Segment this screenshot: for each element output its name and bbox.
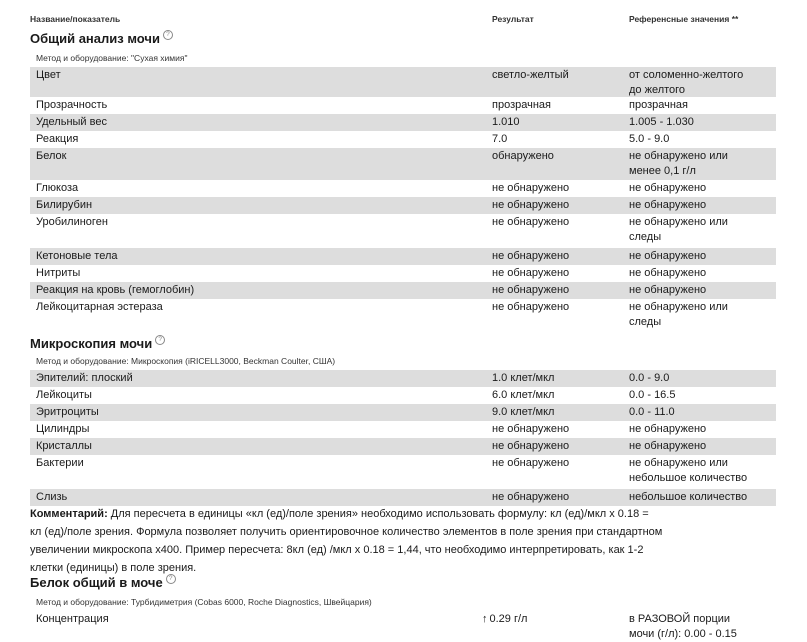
- comment-line: клетки (единицы) в поле зрения.: [30, 562, 197, 574]
- table-row: [30, 131, 776, 148]
- row-reference: не обнаружено или небольшое количество: [629, 457, 748, 484]
- row-result: не обнаружено: [492, 216, 570, 228]
- section-title-microscopy: Микроскопия мочи ?: [30, 336, 165, 351]
- row-name: Реакция на кровь (гемоглобин): [36, 284, 195, 296]
- header-reference: Референсные значения **: [629, 14, 739, 24]
- info-circle-icon[interactable]: ?: [163, 30, 173, 40]
- row-result: 1.010: [492, 116, 520, 128]
- row-name: Цвет: [36, 69, 61, 81]
- section-title-urine-general: Общий анализ мочи ?: [30, 31, 173, 46]
- row-reference: 1.005 - 1.030: [629, 116, 694, 128]
- section-method-urine-general: Метод и оборудование: "Сухая химия": [36, 53, 188, 63]
- row-name: Удельный вес: [36, 116, 107, 128]
- table-row: [30, 67, 776, 97]
- header-name: Название/показатель: [30, 14, 121, 24]
- table-row: [30, 97, 776, 114]
- row-reference: не обнаружено: [629, 423, 707, 435]
- table-row: [30, 611, 776, 640]
- comment-line: кл (ед)/поле зрения. Формула позволяет получить ориентировочное количество элементов в поле зрения при стандартном: [30, 526, 663, 538]
- table-row: [30, 438, 776, 455]
- section-method-protein: Метод и оборудование: Турбидиметрия (Cobas 6000, Roche Diagnostics, Швейцария): [36, 597, 372, 607]
- column-header: [0, 14, 807, 28]
- row-result: не обнаружено: [492, 284, 570, 296]
- info-circle-icon[interactable]: ?: [155, 335, 165, 345]
- row-name: Билирубин: [36, 199, 93, 211]
- row-reference: не обнаружено: [629, 199, 707, 211]
- row-reference: не обнаружено: [629, 440, 707, 452]
- row-name: Уробилиноген: [36, 216, 108, 228]
- row-result: не обнаружено: [492, 250, 570, 262]
- table-row: [30, 421, 776, 438]
- row-reference: не обнаружено: [629, 250, 707, 262]
- row-name: Бактерии: [36, 457, 84, 469]
- row-name: Эпителий: плоский: [36, 372, 133, 384]
- row-result: ↑ 0.29 г/л: [482, 613, 528, 625]
- row-result: не обнаружено: [492, 440, 570, 452]
- row-result: не обнаружено: [492, 301, 570, 313]
- row-reference: не обнаружено или менее 0,1 г/л: [629, 150, 728, 177]
- row-reference: не обнаружено: [629, 267, 707, 279]
- row-result: прозрачная: [492, 99, 551, 111]
- table-row: [30, 387, 776, 404]
- row-reference: в РАЗОВОЙ порции мочи (г/л): 0.00 - 0.15: [629, 613, 737, 640]
- row-reference: 5.0 - 9.0: [629, 133, 670, 145]
- arrow-up-icon: ↑: [482, 613, 488, 625]
- row-name: Лейкоцитарная эстераза: [36, 301, 163, 313]
- row-name: Реакция: [36, 133, 79, 145]
- row-result: не обнаружено: [492, 491, 570, 503]
- table-row: [30, 489, 776, 506]
- table-row: [30, 214, 776, 248]
- row-name: Белок: [36, 150, 67, 162]
- row-result: 1.0 клет/мкл: [492, 372, 555, 384]
- row-reference: прозрачная: [629, 99, 688, 111]
- row-reference: не обнаружено или следы: [629, 216, 728, 243]
- comment-block: [30, 505, 770, 577]
- comment-line: увеличении микроскопа x400. Пример пересчета: 8кл (ед) /мкл x 0.18 = 1,44, что необходимо интерпретировать, как 1-2: [30, 544, 644, 556]
- row-name: Лейкоциты: [36, 389, 92, 401]
- row-name: Нитриты: [36, 267, 81, 279]
- row-result: не обнаружено: [492, 199, 570, 211]
- row-result: не обнаружено: [492, 457, 570, 469]
- row-result: не обнаружено: [492, 423, 570, 435]
- row-result: 7.0: [492, 133, 508, 145]
- row-name: Глюкоза: [36, 182, 79, 194]
- row-name: Цилиндры: [36, 423, 90, 435]
- row-result: 6.0 клет/мкл: [492, 389, 555, 401]
- row-name: Прозрачность: [36, 99, 108, 111]
- row-reference: 0.0 - 16.5: [629, 389, 676, 401]
- row-reference: не обнаружено или следы: [629, 301, 728, 328]
- table-row: [30, 404, 776, 421]
- table-row: [30, 265, 776, 282]
- row-reference: от соломенно-желтого до желтого: [629, 69, 744, 96]
- row-reference: не обнаружено: [629, 182, 707, 194]
- row-name: Слизь: [36, 491, 68, 503]
- row-name: Концентрация: [36, 613, 109, 625]
- row-reference: небольшое количество: [629, 491, 748, 503]
- table-row: [30, 114, 776, 131]
- table-row: [30, 180, 776, 197]
- row-result: светло-желтый: [492, 69, 569, 81]
- row-result: не обнаружено: [492, 182, 570, 194]
- section-method-microscopy: Метод и оборудование: Микроскопия (iRICELL3000, Beckman Coulter, США): [36, 356, 336, 366]
- table-row: [30, 299, 776, 333]
- row-result: не обнаружено: [492, 267, 570, 279]
- row-name: Кетоновые тела: [36, 250, 118, 262]
- row-reference: 0.0 - 11.0: [629, 406, 675, 418]
- table-row: [30, 282, 776, 299]
- row-result: 9.0 клет/мкл: [492, 406, 555, 418]
- header-result: Результат: [492, 14, 534, 24]
- table-row: [30, 148, 776, 180]
- row-name: Кристаллы: [36, 440, 92, 452]
- table-row: [30, 197, 776, 214]
- comment-line: Для пересчета в единицы «кл (ед)/поле зрения» необходимо использовать формулу: кл (ед)/мкл x 0.18 =: [107, 508, 649, 520]
- section-title-protein: Белок общий в моче ?: [30, 575, 176, 590]
- row-result: обнаружено: [492, 150, 554, 162]
- comment-label: Комментарий:: [30, 508, 108, 520]
- row-reference: не обнаружено: [629, 284, 707, 296]
- info-circle-icon[interactable]: ?: [166, 574, 176, 584]
- table-row: [30, 370, 776, 387]
- row-reference: 0.0 - 9.0: [629, 372, 670, 384]
- row-name: Эритроциты: [36, 406, 99, 418]
- table-row: [30, 455, 776, 489]
- table-row: [30, 248, 776, 265]
